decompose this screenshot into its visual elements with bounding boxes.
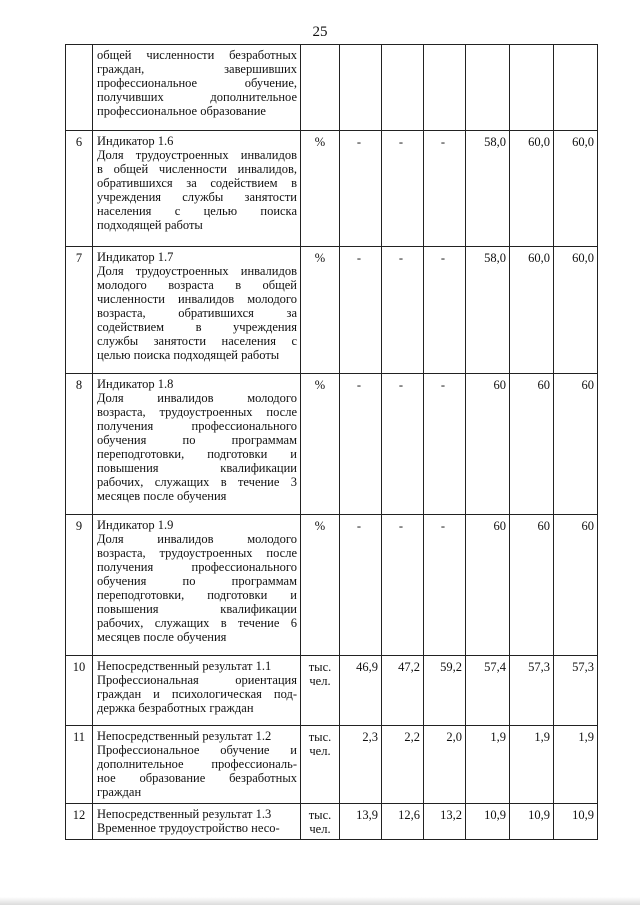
value-cell: 60,0 xyxy=(510,131,554,247)
description-line: возраста, обратившихся за xyxy=(97,306,297,320)
description-line: переподготовки, подготовки и xyxy=(97,447,297,461)
description-line: Профессиональное обучение и xyxy=(97,743,297,757)
indicator-description xyxy=(93,656,301,726)
value-cell: - xyxy=(340,374,382,515)
row-number: 8 xyxy=(66,374,93,515)
table-row xyxy=(66,804,598,840)
value-cell: - xyxy=(340,131,382,247)
value-cell: 13,2 xyxy=(424,804,466,840)
value-cell: 57,4 xyxy=(466,656,510,726)
row-number: 12 xyxy=(66,804,93,840)
description-line: Временное трудоустройство несо- xyxy=(97,821,280,835)
scan-bottom-edge xyxy=(0,897,640,905)
unit-cell: % xyxy=(301,515,340,656)
unit-cell: тыс. чел. xyxy=(301,804,340,840)
description-line: повышения квалификации xyxy=(97,602,297,616)
description-line: граждан xyxy=(97,785,142,799)
value-cell: 2,3 xyxy=(340,726,382,804)
description-line: получения профессионального xyxy=(97,419,297,433)
value-cell xyxy=(510,45,554,131)
description-line: учреждения службы занятости xyxy=(97,190,297,204)
description-line: профессиональное образование xyxy=(97,104,266,118)
description-line: в общей численности инвалидов, xyxy=(97,162,297,176)
description-line: граждан и психологическая под- xyxy=(97,687,297,701)
description-line: месяцев после обучения xyxy=(97,630,227,644)
unit-cell xyxy=(301,45,340,131)
indicator-description xyxy=(93,515,301,656)
row-number: 10 xyxy=(66,656,93,726)
value-cell: 60,0 xyxy=(554,247,598,374)
table-row xyxy=(66,374,598,515)
value-cell xyxy=(554,45,598,131)
value-cell: 60 xyxy=(510,515,554,656)
description-line: Доля инвалидов молодого xyxy=(97,391,297,405)
description-line: обучения по программам xyxy=(97,574,297,588)
description-line: службы занятости населения с xyxy=(97,334,297,348)
description-line: держка безработных граждан xyxy=(97,701,254,715)
value-cell: 2,2 xyxy=(382,726,424,804)
indicators-table xyxy=(65,44,598,840)
value-cell: 60 xyxy=(466,515,510,656)
value-cell: - xyxy=(424,374,466,515)
description-line: дополнительное профессиональ- xyxy=(97,757,297,771)
description-line: Доля трудоустроенных инвалидов xyxy=(97,148,297,162)
indicator-description xyxy=(93,247,301,374)
description-line: получения профессионального xyxy=(97,560,297,574)
unit-cell: тыс. чел. xyxy=(301,726,340,804)
value-cell xyxy=(382,45,424,131)
value-cell: - xyxy=(382,247,424,374)
indicator-description xyxy=(93,804,301,840)
value-cell: - xyxy=(340,247,382,374)
description-line: численности инвалидов молодого xyxy=(97,292,297,306)
row-number xyxy=(66,45,93,131)
table-row xyxy=(66,656,598,726)
description-line: повышения квалификации xyxy=(97,461,297,475)
value-cell: 10,9 xyxy=(554,804,598,840)
description-line: Индикатор 1.8 xyxy=(97,377,174,391)
value-cell: 60 xyxy=(510,374,554,515)
description-line: Доля трудоустроенных инвалидов xyxy=(97,264,297,278)
value-cell: 2,0 xyxy=(424,726,466,804)
value-cell: 1,9 xyxy=(554,726,598,804)
description-line: Индикатор 1.6 xyxy=(97,134,174,148)
value-cell: - xyxy=(382,374,424,515)
value-cell: 60,0 xyxy=(554,131,598,247)
table-row xyxy=(66,131,598,247)
indicator-description xyxy=(93,726,301,804)
value-cell: 12,6 xyxy=(382,804,424,840)
indicator-description xyxy=(93,45,301,131)
description-line: Индикатор 1.9 xyxy=(97,518,174,532)
value-cell: - xyxy=(382,131,424,247)
description-line: молодого возраста в общей xyxy=(97,278,297,292)
value-cell: 58,0 xyxy=(466,131,510,247)
value-cell: 58,0 xyxy=(466,247,510,374)
description-line: Непосредственный результат 1.1 xyxy=(97,659,272,673)
value-cell xyxy=(424,45,466,131)
row-number: 11 xyxy=(66,726,93,804)
value-cell: 1,9 xyxy=(466,726,510,804)
unit-cell: % xyxy=(301,374,340,515)
value-cell: 1,9 xyxy=(510,726,554,804)
description-line: обучения по программам xyxy=(97,433,297,447)
value-cell: 13,9 xyxy=(340,804,382,840)
value-cell: - xyxy=(424,515,466,656)
description-line: Непосредственный результат 1.3 xyxy=(97,807,272,821)
description-line: Доля инвалидов молодого xyxy=(97,532,297,546)
value-cell xyxy=(466,45,510,131)
value-cell: - xyxy=(424,247,466,374)
description-line: целью поиска подходящей работы xyxy=(97,348,280,362)
unit-cell: % xyxy=(301,131,340,247)
description-line: Профессиональная ориентация xyxy=(97,673,297,687)
row-number: 9 xyxy=(66,515,93,656)
description-line: возраста, трудоустроенных после xyxy=(97,405,297,419)
indicator-description xyxy=(93,374,301,515)
value-cell: 57,3 xyxy=(554,656,598,726)
description-line: граждан, завершивших xyxy=(97,62,297,76)
unit-cell: % xyxy=(301,247,340,374)
description-line: месяцев после обучения xyxy=(97,489,227,503)
indicator-description xyxy=(93,131,301,247)
description-line: ное образование безработных xyxy=(97,771,297,785)
description-line: переподготовки, подготовки и xyxy=(97,588,297,602)
description-line: возраста, трудоустроенных после xyxy=(97,546,297,560)
row-number: 7 xyxy=(66,247,93,374)
value-cell: 47,2 xyxy=(382,656,424,726)
value-cell: 46,9 xyxy=(340,656,382,726)
value-cell: 10,9 xyxy=(466,804,510,840)
value-cell: - xyxy=(340,515,382,656)
description-line: Непосредственный результат 1.2 xyxy=(97,729,272,743)
value-cell: 10,9 xyxy=(510,804,554,840)
value-cell: 60 xyxy=(466,374,510,515)
value-cell: 57,3 xyxy=(510,656,554,726)
table-row xyxy=(66,45,598,131)
value-cell: 60,0 xyxy=(510,247,554,374)
page-number: 25 xyxy=(312,24,328,40)
description-line: рабочих, служащих в течение 6 xyxy=(97,616,297,630)
value-cell: 60 xyxy=(554,374,598,515)
value-cell: 60 xyxy=(554,515,598,656)
description-line: подходящей работы xyxy=(97,218,203,232)
value-cell: - xyxy=(382,515,424,656)
table-row xyxy=(66,247,598,374)
value-cell: 59,2 xyxy=(424,656,466,726)
description-line: Индикатор 1.7 xyxy=(97,250,174,264)
unit-cell: тыс. чел. xyxy=(301,656,340,726)
description-line: профессиональное обучение, xyxy=(97,76,297,90)
row-number: 6 xyxy=(66,131,93,247)
value-cell: - xyxy=(424,131,466,247)
table-row xyxy=(66,726,598,804)
description-line: содействием в учреждения xyxy=(97,320,297,334)
table-row xyxy=(66,515,598,656)
description-line: рабочих, служащих в течение 3 xyxy=(97,475,297,489)
description-line: обратившихся за содействием в xyxy=(97,176,297,190)
value-cell xyxy=(340,45,382,131)
description-line: общей численности безработных xyxy=(97,48,297,62)
description-line: населения с целью поиска xyxy=(97,204,297,218)
description-line: получивших дополнительное xyxy=(97,90,297,104)
table-body xyxy=(66,45,598,840)
